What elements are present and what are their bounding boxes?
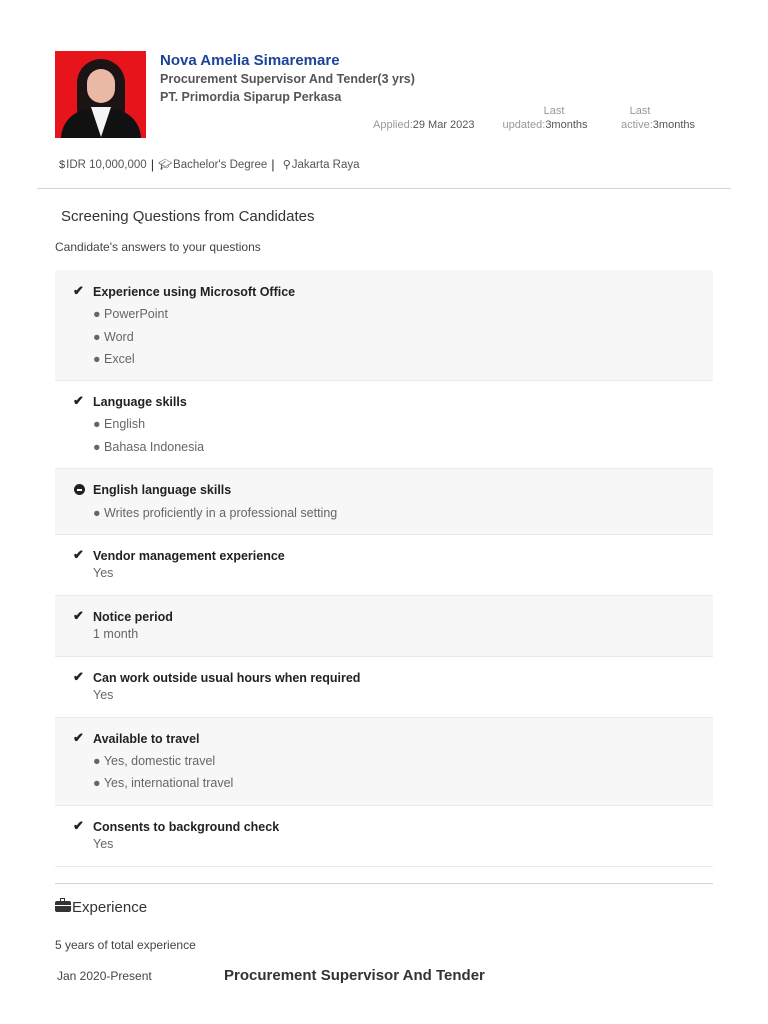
briefcase-icon bbox=[55, 901, 71, 912]
question-item bbox=[55, 270, 713, 381]
experience-title: Experience bbox=[55, 899, 147, 916]
expected-salary: IDR 10,000,000 bbox=[66, 158, 147, 171]
answer-option: ● English bbox=[93, 417, 146, 431]
graduation-cap-icon: 🎓︎ bbox=[158, 159, 173, 171]
separator: | bbox=[150, 157, 155, 172]
candidate-company: PT. Primordia Siparup Perkasa bbox=[160, 90, 342, 104]
check-icon: ✔ bbox=[73, 608, 84, 623]
location: Jakarta Raya bbox=[291, 158, 360, 171]
answer-option: ● Excel bbox=[93, 352, 135, 366]
answer-option: ● Yes, international travel bbox=[93, 776, 234, 790]
screening-question-list bbox=[55, 270, 713, 867]
candidate-photo bbox=[55, 51, 146, 138]
separator: | bbox=[271, 157, 275, 172]
experience-dates: Jan 2020-Present bbox=[57, 969, 152, 983]
candidate-name[interactable]: Nova Amelia Simaremare bbox=[160, 52, 340, 69]
answer-option: ● Bahasa Indonesia bbox=[93, 440, 205, 454]
candidate-title: Procurement Supervisor And Tender(3 yrs) bbox=[160, 72, 415, 86]
answer-value: Yes bbox=[93, 837, 114, 851]
check-icon: ✔ bbox=[73, 547, 84, 562]
answer-option: ● Yes, domestic travel bbox=[93, 754, 216, 768]
applied-date: Applied:29 Mar 2023 bbox=[373, 119, 475, 131]
answer-option: ● Word bbox=[93, 330, 134, 344]
check-icon: ✔ bbox=[73, 730, 84, 745]
question-text: Language skills bbox=[93, 395, 187, 409]
last-updated: Last updated:3months bbox=[502, 105, 588, 131]
question-text: Consents to background check bbox=[93, 820, 280, 834]
question-item bbox=[55, 381, 713, 469]
question-text: Can work outside usual hours when required bbox=[93, 671, 361, 685]
map-pin-icon: ⚲ bbox=[282, 159, 291, 171]
total-experience: 5 years of total experience bbox=[55, 938, 196, 952]
check-icon: ✔ bbox=[73, 818, 84, 833]
question-item bbox=[55, 806, 713, 867]
header-divider bbox=[37, 188, 731, 189]
minus-circle-icon bbox=[74, 484, 85, 495]
section-divider bbox=[55, 883, 713, 884]
question-text: Experience using Microsoft Office bbox=[93, 285, 296, 299]
dollar-icon: $ bbox=[59, 158, 66, 171]
answer-value: Yes bbox=[93, 688, 114, 702]
experience-role: Procurement Supervisor And Tender bbox=[224, 967, 485, 984]
question-item bbox=[55, 657, 713, 718]
question-item bbox=[55, 535, 713, 596]
check-icon: ✔ bbox=[73, 393, 84, 408]
screening-subtitle: Candidate's answers to your questions bbox=[55, 240, 261, 254]
answer-option: ● Writes proficiently in a professional setting bbox=[93, 506, 338, 520]
question-item bbox=[55, 596, 713, 657]
last-active: Last active:3months bbox=[621, 105, 695, 131]
question-item bbox=[55, 718, 713, 806]
answer-option: ● PowerPoint bbox=[93, 307, 168, 321]
candidate-facts bbox=[59, 157, 360, 172]
answer-value: 1 month bbox=[93, 627, 139, 641]
answer-value: Yes bbox=[93, 566, 114, 580]
question-text: English language skills bbox=[93, 483, 232, 497]
question-item bbox=[55, 469, 713, 535]
question-text: Vendor management experience bbox=[93, 549, 285, 563]
question-text: Notice period bbox=[93, 610, 173, 624]
question-text: Available to travel bbox=[93, 732, 200, 746]
education-level: Bachelor's Degree bbox=[173, 158, 268, 171]
check-icon: ✔ bbox=[73, 669, 84, 684]
check-icon: ✔ bbox=[73, 283, 84, 298]
screening-title: Screening Questions from Candidates bbox=[61, 208, 315, 225]
